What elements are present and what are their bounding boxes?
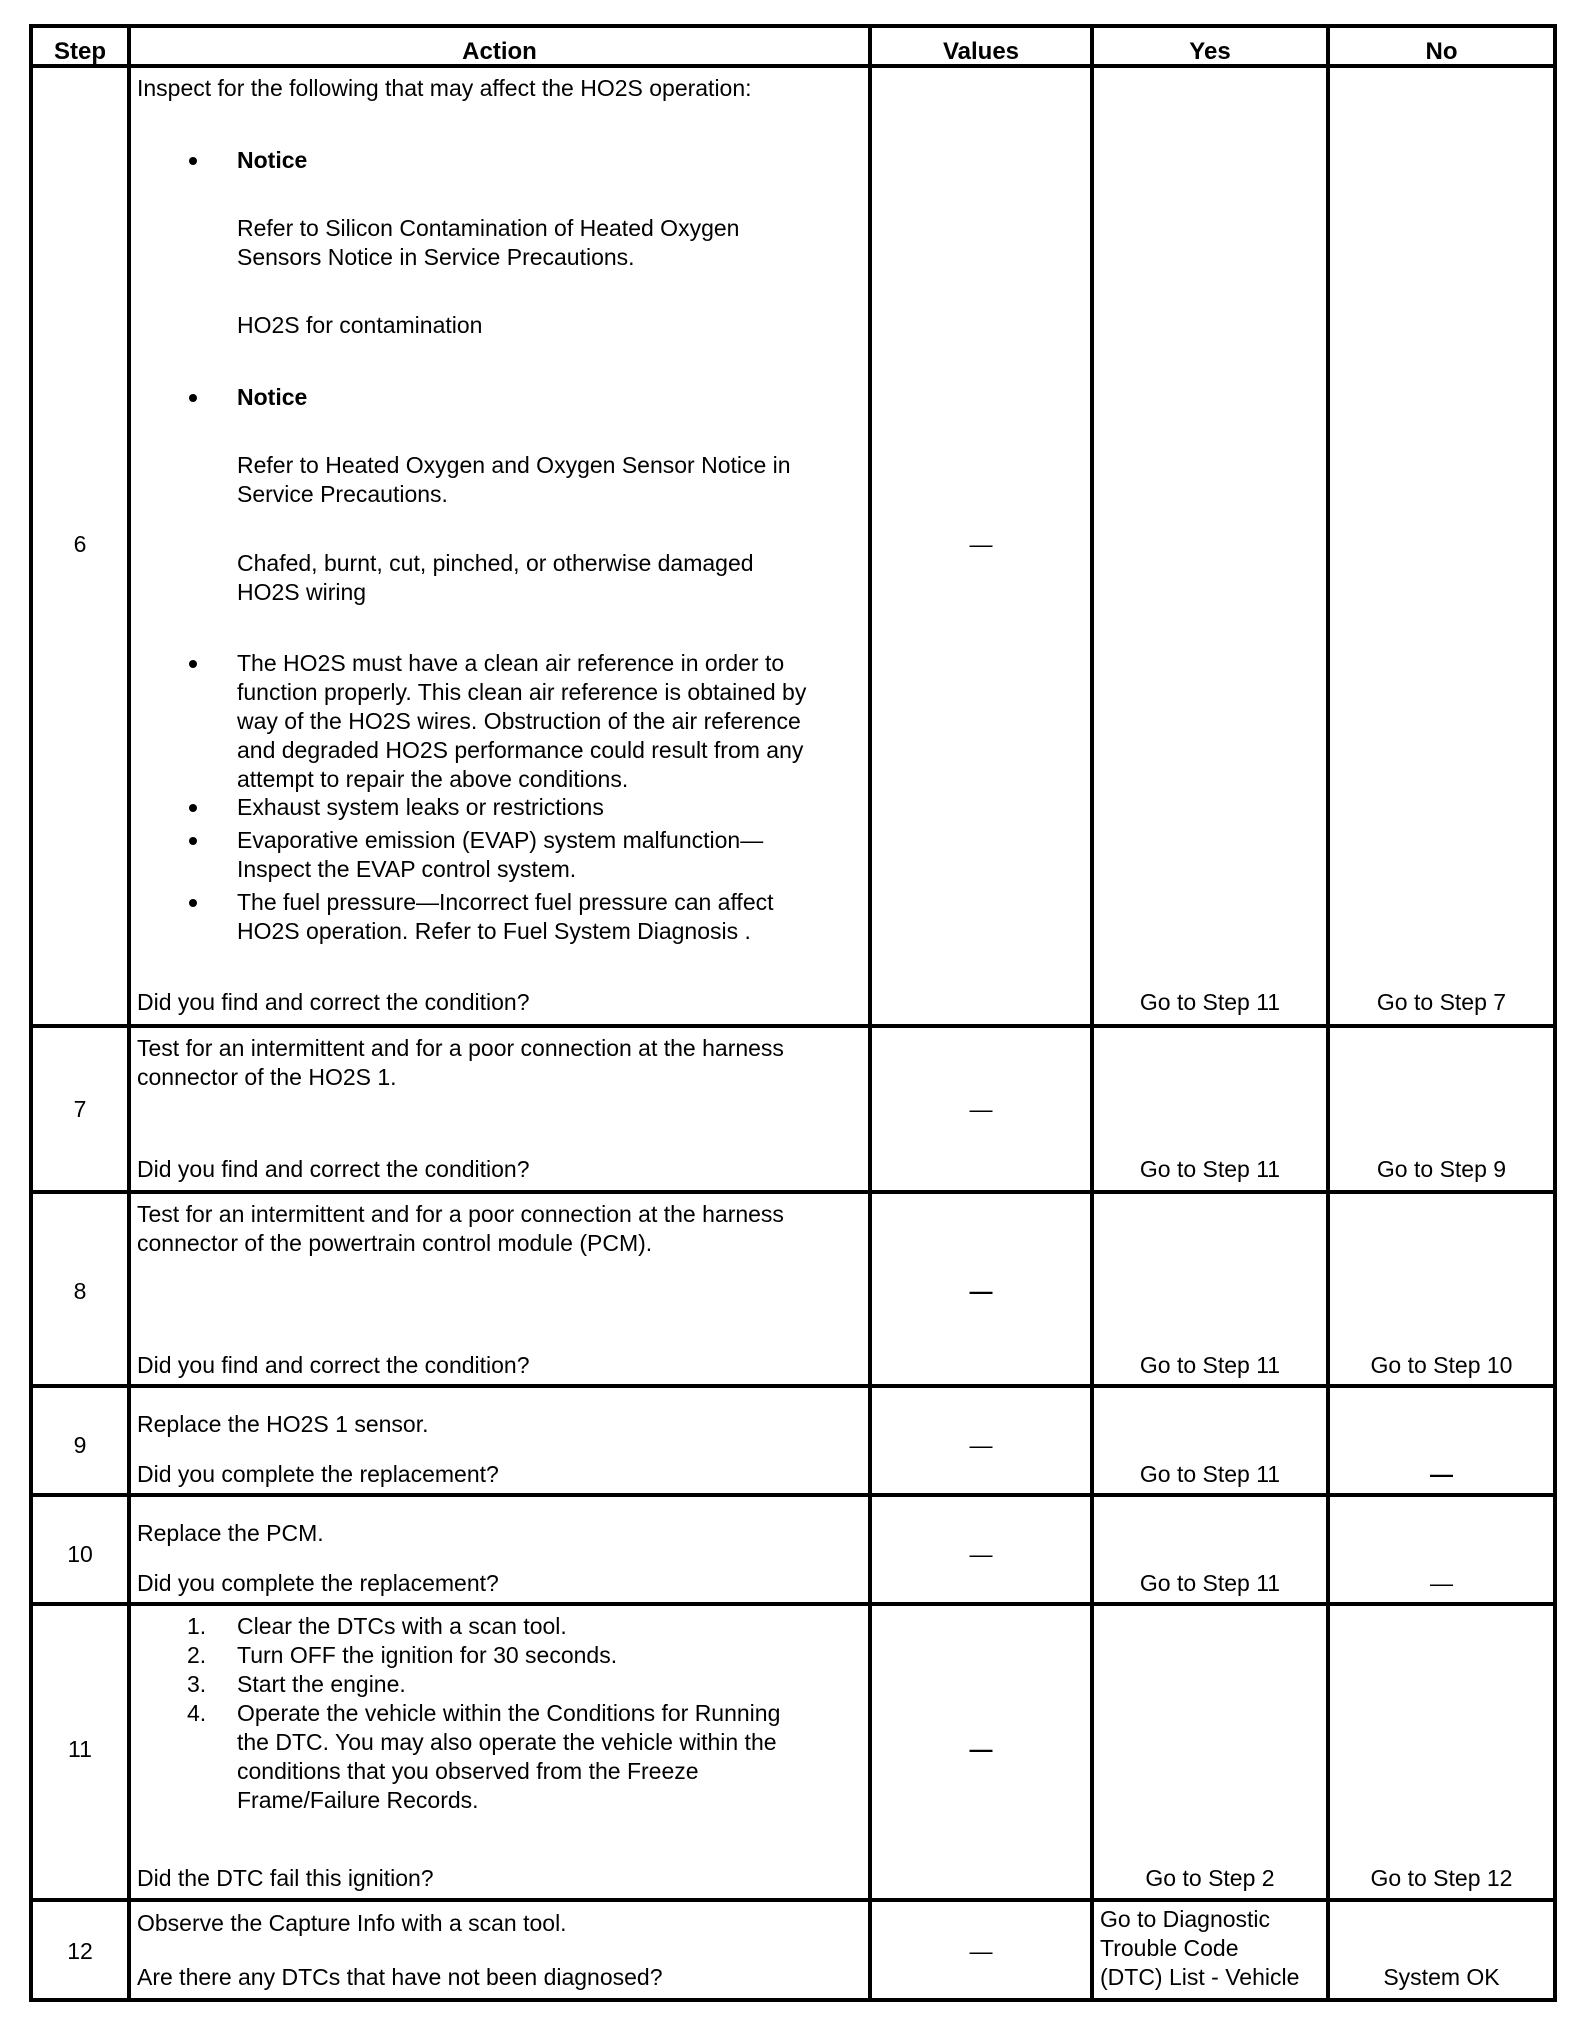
value-cell: — (969, 1736, 993, 1762)
bullet-text: and degraded HO2S performance could result from any (237, 737, 804, 763)
notice-title: Notice (237, 384, 308, 410)
list-item: conditions that you observed from the Freeze (237, 1758, 699, 1784)
list-number: 3. (187, 1671, 207, 1697)
inspect-item: Chafed, burnt, cut, pinched, or otherwise damaged (237, 550, 754, 576)
value-cell: — (969, 531, 993, 557)
yes-link[interactable]: Go to Step 2 (1145, 1865, 1275, 1891)
step-number: 12 (67, 1938, 93, 1964)
action-text: Replace the PCM. (137, 1520, 324, 1546)
bullet-text: attempt to repair the above conditions. (237, 766, 629, 792)
list-item: Clear the DTCs with a scan tool. (237, 1613, 567, 1639)
yes-link[interactable]: Go to Diagnostic (1100, 1906, 1271, 1932)
notice-text: Sensors Notice in Service Precautions. (237, 244, 635, 270)
header-step: Step (53, 38, 106, 65)
step-number: 9 (73, 1432, 87, 1458)
diagnostic-table (29, 24, 1557, 2002)
action-question: Did the DTC fail this ignition? (137, 1865, 434, 1891)
no-cell: — (1430, 1461, 1453, 1487)
bullet-text: Evaporative emission (EVAP) system malfunction— (237, 827, 764, 853)
no-link[interactable]: Go to Step 10 (1370, 1352, 1513, 1378)
list-item: Start the engine. (237, 1671, 406, 1697)
list-item: Turn OFF the ignition for 30 seconds. (237, 1642, 618, 1668)
yes-link[interactable]: Go to Step 11 (1139, 1461, 1281, 1487)
action-text: connector of the powertrain control module (PCM). (137, 1230, 653, 1256)
inspect-item: HO2S for contamination (237, 312, 483, 338)
action-text: Observe the Capture Info with a scan tool. (137, 1910, 567, 1936)
no-link[interactable]: Go to Step 9 (1376, 1156, 1507, 1182)
notice-text: Refer to Silicon Contamination of Heated Oxygen (237, 215, 740, 241)
action-text: Test for an intermittent and for a poor connection at the harness (137, 1035, 784, 1061)
bullet-text: way of the HO2S wires. Obstruction of the air reference (237, 708, 801, 734)
step-number: 10 (67, 1541, 93, 1567)
list-number: 2. (187, 1642, 207, 1668)
value-cell: — (969, 1096, 993, 1122)
no-link[interactable]: Go to Step 12 (1370, 1865, 1513, 1891)
yes-link[interactable]: Go to Step 11 (1139, 1156, 1281, 1182)
bullet-text: The fuel pressure—Incorrect fuel pressure can affect (237, 889, 774, 915)
value-cell: — (969, 1938, 993, 1964)
no-cell: System OK (1383, 1964, 1500, 1990)
bullet-text: The HO2S must have a clean air reference in order to (237, 650, 785, 676)
notice-text: Service Precautions. (237, 481, 448, 507)
value-cell: — (969, 1432, 993, 1458)
list-item: Frame/Failure Records. (237, 1787, 479, 1813)
action-question: Did you find and correct the condition? (137, 989, 530, 1015)
action-question: Are there any DTCs that have not been diagnosed? (137, 1964, 663, 1990)
no-cell: — (1430, 1570, 1453, 1596)
bullet (189, 394, 197, 402)
list-number: 4. (187, 1700, 207, 1726)
header-yes: Yes (1189, 38, 1231, 65)
bullet (189, 804, 197, 812)
bullet-text: Exhaust system leaks or restrictions (237, 794, 604, 820)
bullet-text: function properly. This clean air reference is obtained by (237, 679, 807, 705)
yes-link[interactable]: Go to Step 11 (1139, 1570, 1281, 1596)
list-item: Operate the vehicle within the Conditions for Running (237, 1700, 781, 1726)
yes-link[interactable]: Go to Step 11 (1139, 1352, 1281, 1378)
action-intro: Inspect for the following that may affect the HO2S operation: (137, 75, 752, 101)
notice-title: Notice (237, 147, 308, 173)
step-number: 8 (73, 1278, 87, 1304)
bullet-text: HO2S operation. Refer to Fuel System Diagnosis . (237, 918, 751, 944)
action-question: Did you find and correct the condition? (137, 1156, 530, 1182)
yes-link[interactable]: Go to Step 11 (1139, 989, 1281, 1015)
no-link[interactable]: Go to Step 7 (1376, 989, 1507, 1015)
list-number: 1. (187, 1613, 207, 1639)
action-question: Did you find and correct the condition? (137, 1352, 530, 1378)
yes-link[interactable]: Trouble Code (1100, 1935, 1239, 1961)
bullet (189, 899, 197, 907)
step-number: 6 (73, 531, 87, 557)
column-divider (868, 24, 872, 2002)
action-question: Did you complete the replacement? (137, 1461, 499, 1487)
action-text: Replace the HO2S 1 sensor. (137, 1411, 429, 1437)
header-no: No (1425, 38, 1458, 65)
bullet-text: Inspect the EVAP control system. (237, 856, 577, 882)
action-text: Test for an intermittent and for a poor connection at the harness (137, 1201, 784, 1227)
value-cell: — (969, 1541, 993, 1567)
bullet (189, 157, 197, 165)
step-number: 11 (68, 1736, 92, 1762)
step-number: 7 (73, 1096, 87, 1122)
bullet (189, 837, 197, 845)
table-border-left (29, 24, 33, 2002)
notice-text: Refer to Heated Oxygen and Oxygen Sensor Notice in (237, 452, 791, 478)
header-action: Action (462, 38, 537, 65)
list-item: the DTC. You may also operate the vehicle within the (237, 1729, 777, 1755)
inspect-item: HO2S wiring (237, 579, 367, 605)
action-text: connector of the HO2S 1. (137, 1064, 397, 1090)
header-values: Values (942, 38, 1020, 65)
value-cell: — (969, 1278, 993, 1304)
table-border-right (1553, 24, 1557, 2002)
column-divider (127, 24, 131, 2002)
yes-link[interactable]: (DTC) List - Vehicle (1100, 1964, 1300, 1990)
bullet (189, 660, 197, 668)
action-question: Did you complete the replacement? (137, 1570, 499, 1596)
